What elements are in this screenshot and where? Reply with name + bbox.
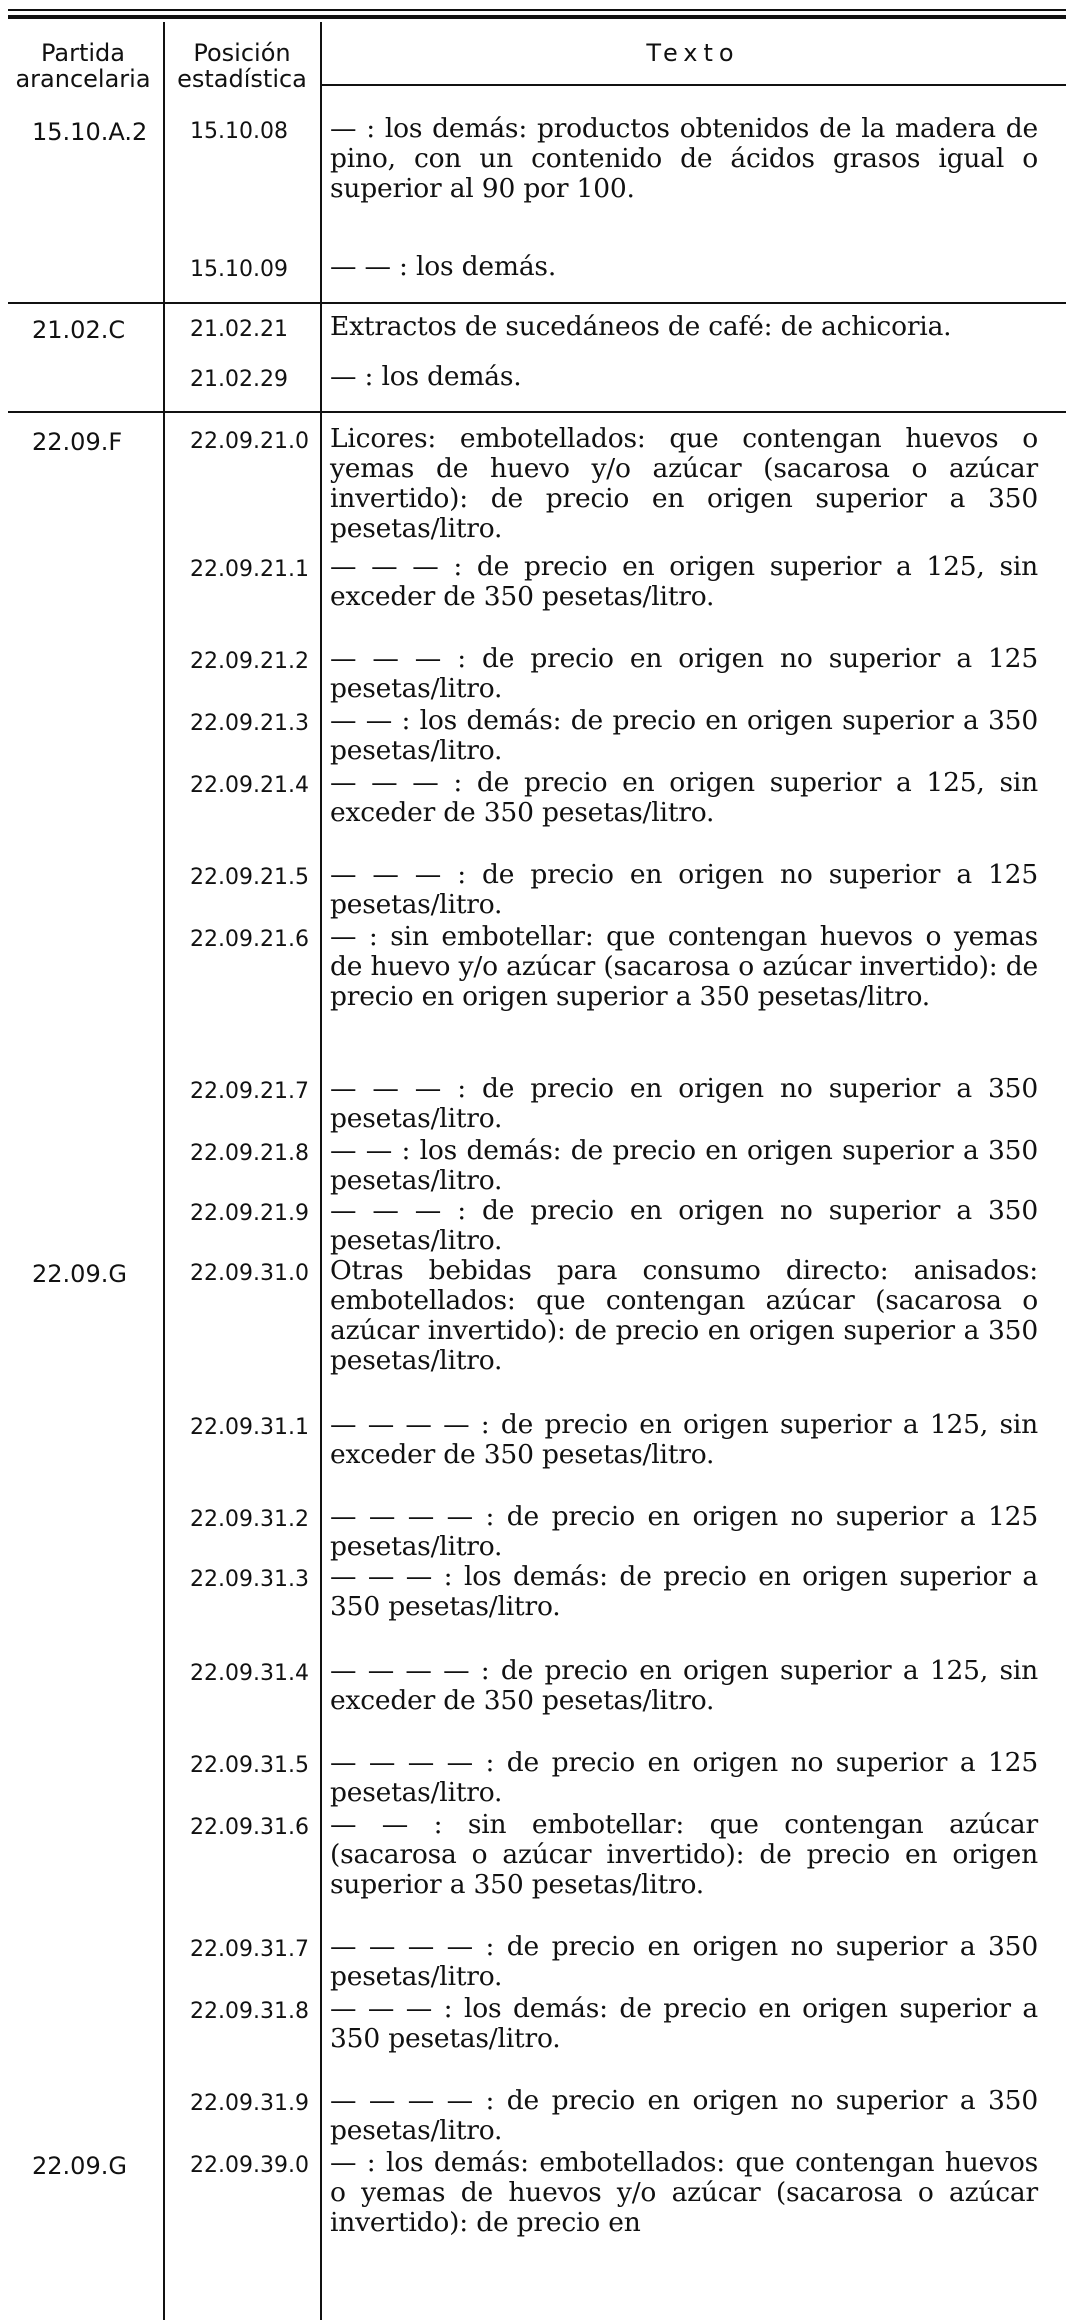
statistical-position: 22.09.21.1 xyxy=(190,557,309,582)
column-divider-2 xyxy=(320,22,322,2320)
statistical-position: 22.09.31.6 xyxy=(190,1815,309,1840)
statistical-position: 22.09.31.0 xyxy=(190,1261,309,1286)
header-texto: Texto xyxy=(646,39,740,67)
statistical-position: 22.09.21.4 xyxy=(190,773,309,798)
statistical-position: 15.10.09 xyxy=(190,257,288,282)
description-text: — : los demás: embotellados: que contengan huevos o yemas de huevos y/o azúcar (sacarosa o azúcar invertido): de precio en xyxy=(330,2147,1038,2238)
description-text: — — — — : de precio en origen no superior a 125 pesetas/litro. xyxy=(330,1501,1038,1562)
group-separator xyxy=(8,411,1066,413)
statistical-position: 22.09.21.2 xyxy=(190,649,309,674)
partida-code: 22.09.F xyxy=(32,428,123,456)
description-text: — — — — : de precio en origen no superior a 350 pesetas/litro. xyxy=(330,1931,1038,1992)
description-text: — — — — : de precio en origen no superior a 125 pesetas/litro. xyxy=(330,1747,1038,1808)
header-estadistica-line1: Posición xyxy=(193,39,291,67)
statistical-position: 22.09.31.9 xyxy=(190,2091,309,2116)
statistical-position: 22.09.31.5 xyxy=(190,1753,309,1778)
partida-code: 22.09.G xyxy=(32,1260,127,1288)
description-text: — — — — : de precio en origen no superior a 350 pesetas/litro. xyxy=(330,2085,1038,2146)
description-text: Licores: embotellados: que contengan huevos o yemas de huevo y/o azúcar (sacarosa o azúcar invertido): de precio en origen superior a 350 pesetas/litro. xyxy=(330,423,1038,544)
statistical-position: 22.09.21.0 xyxy=(190,429,309,454)
statistical-position: 22.09.21.7 xyxy=(190,1079,309,1104)
partida-code: 22.09.G xyxy=(32,2152,127,2180)
top-rule-thin xyxy=(8,9,1066,11)
description-text: — — — : de precio en origen no superior a 125 pesetas/litro. xyxy=(330,643,1038,704)
statistical-position: 22.09.31.2 xyxy=(190,1507,309,1532)
description-text: — — : los demás: de precio en origen superior a 350 pesetas/litro. xyxy=(330,705,1038,766)
description-text: Extractos de sucedáneos de café: de achicoria. xyxy=(330,311,952,342)
statistical-position: 22.09.31.7 xyxy=(190,1937,309,1962)
description-text: — — — : de precio en origen no superior a 125 pesetas/litro. xyxy=(330,859,1038,920)
statistical-position: 15.10.08 xyxy=(190,119,288,144)
column-divider-1 xyxy=(163,22,165,2320)
description-text: — — — : los demás: de precio en origen superior a 350 pesetas/litro. xyxy=(330,1993,1038,2054)
group-separator xyxy=(8,302,1066,304)
statistical-position: 22.09.21.8 xyxy=(190,1141,309,1166)
partida-code: 21.02.C xyxy=(32,316,126,344)
statistical-position: 22.09.31.3 xyxy=(190,1567,309,1592)
statistical-position: 22.09.21.6 xyxy=(190,927,309,952)
description-text: — — — — : de precio en origen superior a 125, sin exceder de 350 pesetas/litro. xyxy=(330,1655,1038,1716)
header-estadistica xyxy=(168,40,316,92)
description-text: — : los demás: productos obtenidos de la madera de pino, con un contenido de ácidos grasos igual o superior al 90 por 100. xyxy=(330,113,1038,204)
description-text: — — — : de precio en origen superior a 125, sin exceder de 350 pesetas/litro. xyxy=(330,767,1038,828)
header-partida-line1: Partida xyxy=(41,39,125,67)
statistical-position: 22.09.31.1 xyxy=(190,1415,309,1440)
header-partida-line2: arancelaria xyxy=(15,65,151,93)
header-partida xyxy=(8,40,158,92)
statistical-position: 22.09.31.4 xyxy=(190,1661,309,1686)
description-text: — : sin embotellar: que contengan huevos o yemas de huevo y/o azúcar (sacarosa o azúcar invertido): de precio en origen superior a 350 pesetas/litro. xyxy=(330,921,1038,1012)
description-text: — — : sin embotellar: que contengan azúcar (sacarosa o azúcar invertido): de precio en origen superior a 350 pesetas/litro. xyxy=(330,1809,1038,1900)
statistical-position: 21.02.21 xyxy=(190,317,288,342)
top-rule-thick xyxy=(8,15,1066,19)
description-text: — — : los demás: de precio en origen superior a 350 pesetas/litro. xyxy=(330,1135,1038,1196)
statistical-position: 22.09.21.9 xyxy=(190,1201,309,1226)
statistical-position: 22.09.21.3 xyxy=(190,711,309,736)
description-text: — — — : de precio en origen no superior a 350 pesetas/litro. xyxy=(330,1195,1038,1256)
header-rule xyxy=(322,84,1066,86)
partida-code: 15.10.A.2 xyxy=(32,118,148,146)
description-text: Otras bebidas para consumo directo: anisados: embotellados: que contengan azúcar (sacarosa o azúcar invertido): de precio en origen superior a 350 pesetas/litro. xyxy=(330,1255,1038,1376)
statistical-position: 22.09.31.8 xyxy=(190,1999,309,2024)
description-text: — : los demás. xyxy=(330,361,522,392)
description-text: — — — : de precio en origen no superior a 350 pesetas/litro. xyxy=(330,1073,1038,1134)
description-text: — — — : los demás: de precio en origen superior a 350 pesetas/litro. xyxy=(330,1561,1038,1622)
description-text: — — — — : de precio en origen superior a 125, sin exceder de 350 pesetas/litro. xyxy=(330,1409,1038,1470)
statistical-position: 22.09.39.0 xyxy=(190,2153,309,2178)
description-text: — — : los demás. xyxy=(330,251,557,282)
description-text: — — — : de precio en origen superior a 125, sin exceder de 350 pesetas/litro. xyxy=(330,551,1038,612)
statistical-position: 22.09.21.5 xyxy=(190,865,309,890)
statistical-position: 21.02.29 xyxy=(190,367,288,392)
header-estadistica-line2: estadística xyxy=(177,65,307,93)
